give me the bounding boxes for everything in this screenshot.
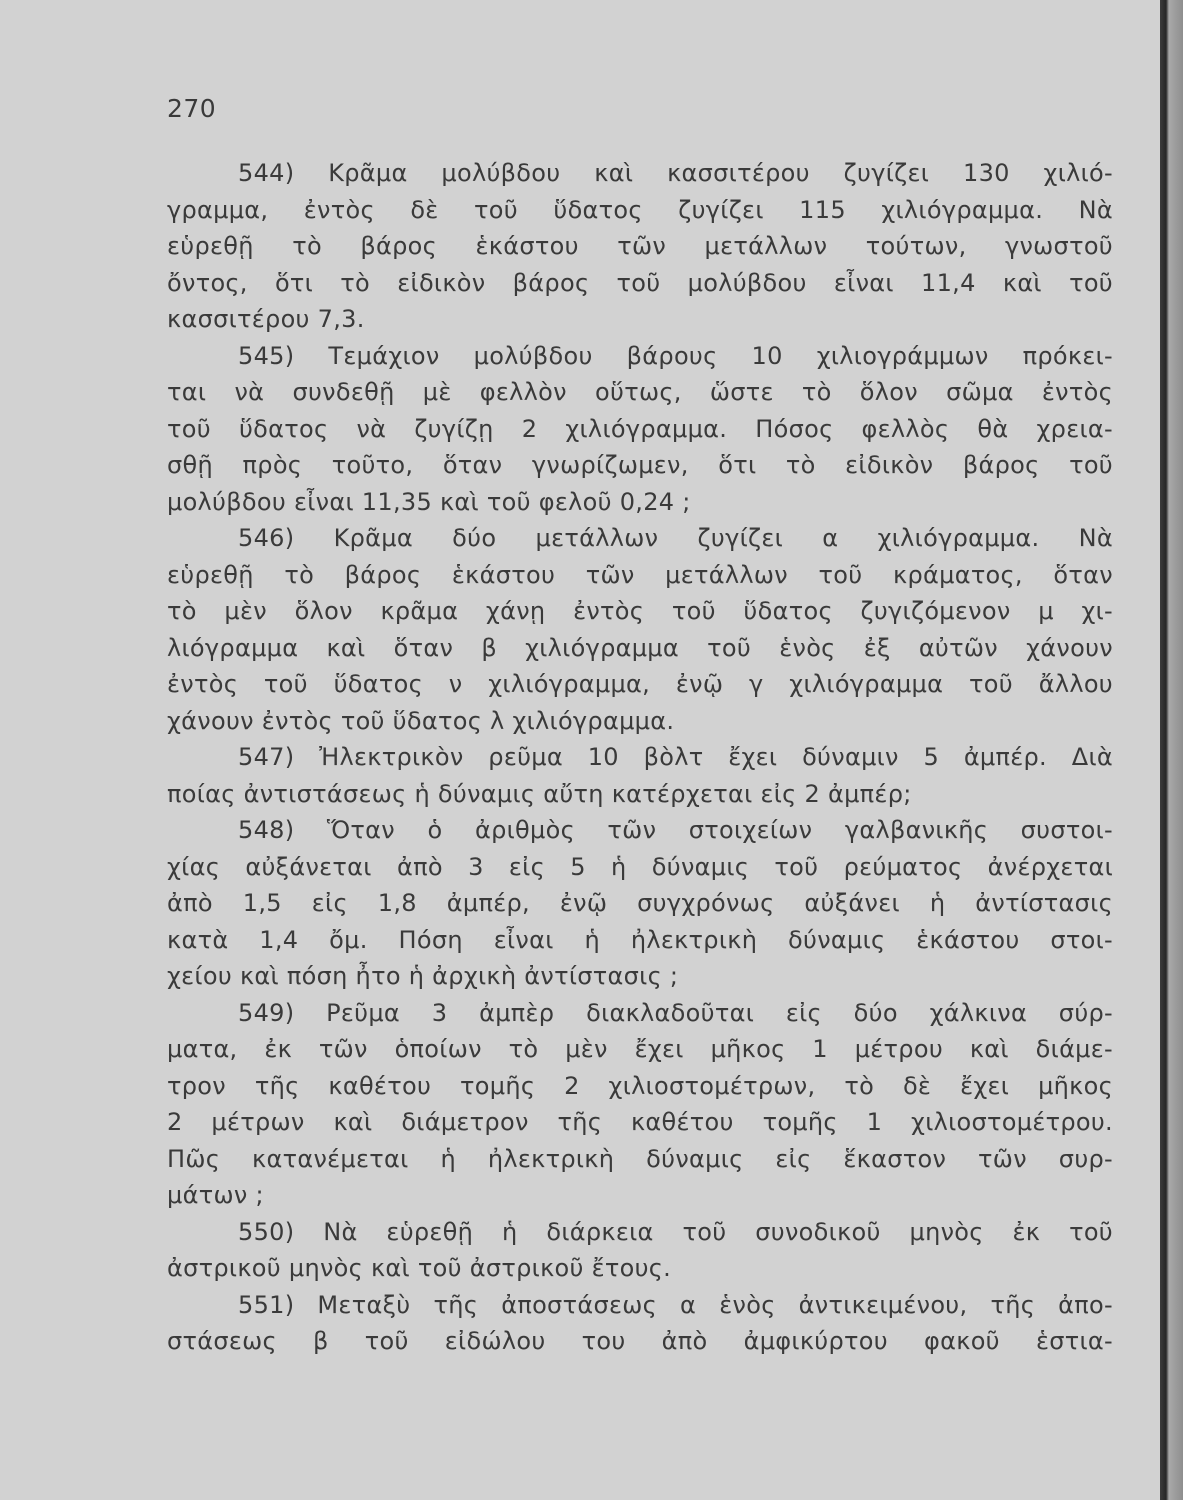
problem-548	[167, 812, 1113, 995]
problem-546	[167, 520, 1113, 739]
text-line: μάτων ;	[167, 1181, 264, 1209]
text-line: 545) Τεμάχιον μολύβδου βάρους 10 χιλιογράμμων πρόκει-	[238, 341, 1113, 370]
text-line: Πῶς κατανέμεται ἡ ἠλεκτρικὴ δύναμις εἰς ἕκαστον τῶν συρ-	[167, 1144, 1113, 1173]
text-line: χάνουν ἐντὸς τοῦ ὕδατος λ χιλιόγραμμα.	[167, 706, 675, 735]
problem-544	[167, 155, 1113, 338]
text-line: ἀστρικοῦ μηνὸς καὶ τοῦ ἀστρικοῦ ἔτους.	[167, 1254, 672, 1282]
page-number: 270	[167, 94, 217, 123]
text-line: μολύβδου εἶναι 11,35 καὶ τοῦ φελοῦ 0,24 ;	[167, 487, 691, 516]
problem-547	[167, 739, 1113, 812]
text-line: ὄντος, ὅτι τὸ εἰδικὸν βάρος τοῦ μολύβδου εἶναι 11,4 καὶ τοῦ	[167, 268, 1113, 297]
text-line: τὸ μὲν ὅλον κρᾶμα χάνῃ ἐντὸς τοῦ ὕδατος ζυγιζόμενον μ χι-	[167, 597, 1113, 625]
text-line: τοῦ ὕδατος νὰ ζυγίζῃ 2 χιλιόγραμμα. Πόσος φελλὸς θὰ χρεια-	[167, 414, 1113, 443]
problems-text	[167, 155, 1113, 1360]
text-line: χείου καὶ πόση ἦτο ἡ ἀρχικὴ ἀντίστασις ;	[167, 962, 679, 990]
text-line: εὑρεθῇ τὸ βάρος ἑκάστου τῶν μετάλλων τοῦ κράματος, ὅταν	[167, 560, 1113, 589]
text-line: 2 μέτρων καὶ διάμετρον τῆς καθέτου τομῆς 1 χιλιοστομέτρου.	[167, 1108, 1113, 1136]
text-line: κασσιτέρου 7,3.	[167, 305, 365, 333]
text-line: γραμμα, ἐντὸς δὲ τοῦ ὕδατος ζυγίζει 115 χιλιόγραμμα. Νὰ	[167, 195, 1113, 224]
text-line: 548) Ὅταν ὁ ἀριθμὸς τῶν στοιχείων γαλβανικῆς συστοι-	[238, 816, 1113, 844]
problem-551	[167, 1287, 1113, 1360]
problem-550	[167, 1214, 1113, 1287]
text-line: ματα, ἐκ τῶν ὁποίων τὸ μὲν ἔχει μῆκος 1 μέτρου καὶ διάμε-	[167, 1035, 1113, 1063]
text-line: ἀπὸ 1,5 εἰς 1,8 ἀμπέρ, ἐνῷ συγχρόνως αὐξάνει ἡ ἀντίστασις	[167, 889, 1113, 917]
text-line: κατὰ 1,4 ὄμ. Πόση εἶναι ἡ ἠλεκτρικὴ δύναμις ἑκάστου στοι-	[167, 925, 1113, 954]
text-line: εὑρεθῇ τὸ βάρος ἑκάστου τῶν μετάλλων τούτων, γνωστοῦ	[167, 232, 1113, 260]
text-line: 550) Νὰ εὑρεθῇ ἡ διάρκεια τοῦ συνοδικοῦ μηνὸς ἐκ τοῦ	[238, 1217, 1113, 1246]
text-line: λιόγραμμα καὶ ὅταν β χιλιόγραμμα τοῦ ἑνὸς ἐξ αὐτῶν χάνουν	[167, 633, 1113, 662]
text-line: ποίας ἀντιστάσεως ἡ δύναμις αὔτη κατέρχεται εἰς 2 ἀμπέρ;	[167, 779, 912, 808]
text-line: στάσεως β τοῦ εἰδώλου του ἀπὸ ἀμφικύρτου φακοῦ ἑστια-	[167, 1327, 1113, 1355]
text-line: χίας αὐξάνεται ἀπὸ 3 εἰς 5 ἡ δύναμις τοῦ ρεύματος ἀνέρχεται	[167, 852, 1113, 881]
text-line: 547) Ἠλεκτρικὸν ρεῦμα 10 βὸλτ ἔχει δύναμιν 5 ἀμπέρ. Διὰ	[238, 743, 1113, 771]
text-line: 544) Κρᾶμα μολύβδου καὶ κασσιτέρου ζυγίζει 130 χιλιό-	[238, 159, 1113, 187]
text-line: τρον τῆς καθέτου τομῆς 2 χιλιοστομέτρων, τὸ δὲ ἔχει μῆκος	[167, 1071, 1113, 1100]
problem-545	[167, 338, 1113, 521]
text-line: 546) Κρᾶμα δύο μετάλλων ζυγίζει α χιλιόγραμμα. Νὰ	[238, 524, 1113, 552]
text-line: 549) Ρεῦμα 3 ἀμπὲρ διακλαδοῦται εἰς δύο χάλκινα σύρ-	[238, 998, 1113, 1027]
text-line: 551) Μεταξὺ τῆς ἀποστάσεως α ἑνὸς ἀντικειμένου, τῆς ἀπο-	[238, 1290, 1113, 1319]
text-line: ἐντὸς τοῦ ὕδατος ν χιλιόγραμμα, ἐνῷ γ χιλιόγραμμα τοῦ ἄλλου	[167, 670, 1113, 698]
problem-549	[167, 995, 1113, 1214]
book-binding-edge	[1160, 0, 1183, 1500]
text-line: σθῇ πρὸς τοῦτο, ὅταν γνωρίζωμεν, ὅτι τὸ εἰδικὸν βάρος τοῦ	[167, 451, 1113, 479]
text-line: ται νὰ συνδεθῇ μὲ φελλὸν οὕτως, ὥστε τὸ ὅλον σῶμα ἐντὸς	[167, 378, 1113, 406]
